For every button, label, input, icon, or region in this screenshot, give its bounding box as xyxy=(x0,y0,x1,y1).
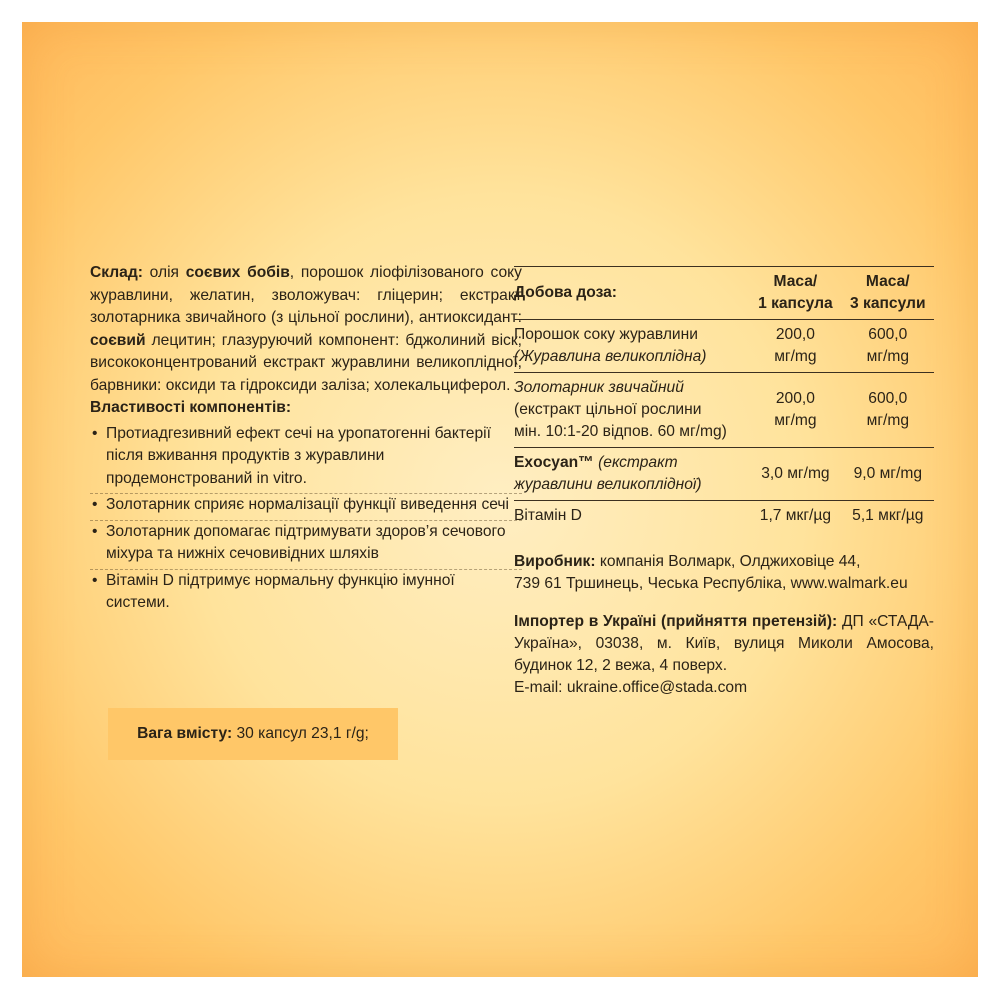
cell-text: мг/mg xyxy=(774,348,817,365)
cell-text: журавлини великоплідної) xyxy=(514,476,702,493)
cell-text: (Журавлина великоплідна) xyxy=(514,348,707,365)
daily-dose-table xyxy=(514,266,934,531)
cell-text: 200,0 xyxy=(775,390,815,407)
allergen-soy-beans: соєвих бобів xyxy=(185,264,290,281)
composition-part: лецитин; глазуруючий компонент: бджолиний віск; висококонцентрований екстракт журавлини великоплідної, барвники: оксиди та гідроксиди заліза; холекальциферол. xyxy=(90,331,522,394)
value-per-capsule xyxy=(749,320,841,373)
table-row xyxy=(514,448,934,501)
cell-text: мг/mg xyxy=(866,348,909,365)
importer-email: E-mail: ukraine.office@stada.com xyxy=(514,679,748,696)
ingredient-name: Вітамін D xyxy=(514,507,582,524)
cell-text: 600,0 xyxy=(868,390,908,407)
value-per-3-capsules xyxy=(842,320,934,373)
cell-text: 200,0 xyxy=(775,326,815,343)
value-per-capsule: 1,7 мкг/µg xyxy=(759,507,832,524)
importer-address: ДП «СТАДА-Україна», 03038, м. Київ, вулиця Миколи Амосова, будинок 12, 2 вежа, 4 поверх. xyxy=(514,613,934,674)
left-column xyxy=(90,262,522,615)
manufacturer-label: Виробник: xyxy=(514,553,596,570)
daily-dose-header: Добова доза: xyxy=(514,284,617,301)
cell-text: Порошок соку журавлини xyxy=(514,326,698,343)
cell-text: (екстракт цільної рослини xyxy=(514,401,702,418)
value-per-3-capsules: 9,0 мг/mg xyxy=(853,465,922,482)
net-weight-label: Вага вмісту: xyxy=(137,725,233,742)
package-panel xyxy=(22,22,978,977)
manufacturer-line1: компанія Волмарк, Олджиховіце 44, xyxy=(595,553,861,570)
importer-block xyxy=(514,611,934,699)
header-text: 3 капсули xyxy=(850,295,926,312)
ingredient-name xyxy=(514,448,749,501)
property-item: • Золотарник сприяє нормалізації функції виведення сечі xyxy=(90,493,522,517)
cell-text: мг/mg xyxy=(774,412,817,429)
net-weight-box xyxy=(108,708,398,760)
composition-text xyxy=(90,262,522,397)
table-row xyxy=(514,501,934,532)
property-item: • Вітамін D підтримує нормальну функцію імунної системи. xyxy=(90,569,522,615)
mass-per-capsule-header xyxy=(749,267,841,320)
header-text: Маса/ xyxy=(865,273,910,290)
table-row xyxy=(514,373,934,448)
right-column xyxy=(514,266,934,699)
cell-text: Золотарник звичайний xyxy=(514,379,684,396)
cell-text: мін. 10:1-20 відпов. 60 мг/mg) xyxy=(514,423,727,440)
value-per-3-capsules: 5,1 мкг/µg xyxy=(852,507,924,524)
composition-label: Склад: xyxy=(90,264,143,281)
header-text: 1 капсула xyxy=(758,295,833,312)
header-text: Маса/ xyxy=(773,273,818,290)
net-weight-value: 30 капсул 23,1 г/g; xyxy=(232,725,369,742)
cell-text: 600,0 xyxy=(868,326,908,343)
cell-text: мг/mg xyxy=(866,412,909,429)
importer-label: Імпортер в Україні (прийняття претензій): xyxy=(514,613,838,630)
table-row xyxy=(514,320,934,373)
manufacturer-block xyxy=(514,551,934,595)
ingredient-name xyxy=(514,320,749,373)
mass-per-3-capsules-header xyxy=(842,267,934,320)
composition-part: , порошок ліофілізованого соку журавлини, желатин, зволожувач: гліцерин; екстракт золотарника звичайного (з цільної рослини), антиоксидант: xyxy=(90,264,522,326)
composition-part: олія xyxy=(142,264,186,281)
value-per-capsule: 3,0 мг/mg xyxy=(761,465,830,482)
manufacturer-line2: 739 61 Тршинець, Чеська Республіка, www.walmark.eu xyxy=(514,575,908,592)
properties-title: Властивості компонентів: xyxy=(90,399,292,416)
ingredient-name xyxy=(514,373,749,448)
allergen-soy: соєвий xyxy=(90,331,146,349)
cell-text: (екстракт xyxy=(593,454,678,471)
cell-text: Exocyan™ xyxy=(514,454,594,471)
properties-list xyxy=(90,423,522,615)
property-item: • Протиадгезивний ефект сечі на уропатогенні бактерії після вживання продуктів з журавлини продемонстрований in vitro. xyxy=(90,423,522,491)
value-per-3-capsules xyxy=(842,373,934,448)
table-header-row xyxy=(514,267,934,320)
value-per-capsule xyxy=(749,373,841,448)
property-item: • Золотарник допомагає підтримувати здоров’я сечового міхура та нижніх сечовивідних шляхів xyxy=(90,520,522,566)
